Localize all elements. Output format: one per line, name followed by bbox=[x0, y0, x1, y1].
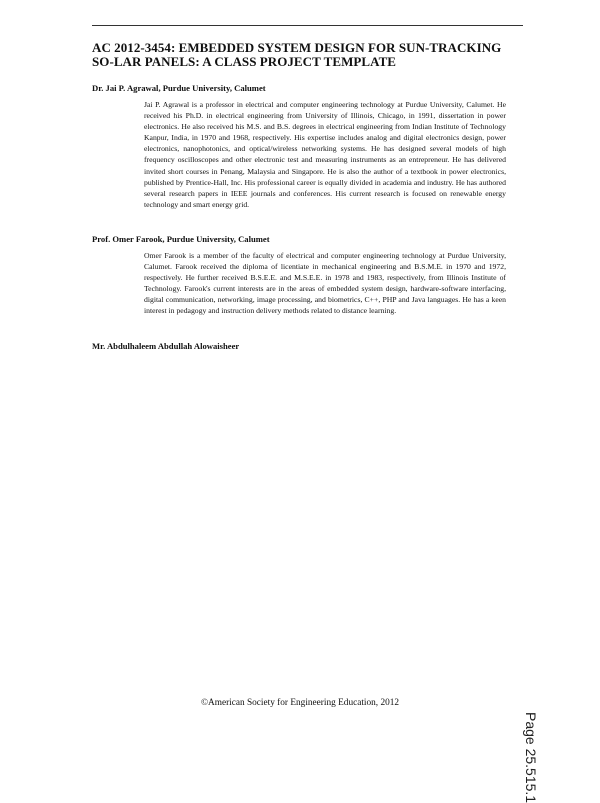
copyright-footer: ©American Society for Engineering Education, 2012 bbox=[200, 698, 400, 708]
author-heading-agrawal: Dr. Jai P. Agrawal, Purdue University, Calumet bbox=[92, 83, 266, 93]
paper-title: AC 2012-3454: EMBEDDED SYSTEM DESIGN FOR SUN-TRACKING SO-LAR PANELS: A CLASS PROJECT TEMPLATE bbox=[92, 40, 502, 69]
author-heading-farook: Prof. Omer Farook, Purdue University, Calumet bbox=[92, 234, 270, 244]
author-bio-farook: Omer Farook is a member of the faculty of electrical and computer engineering technology at Purdue University, Calumet. Farook received the diploma of licentiate in mechanical engineering and B.S.M.E. in 1970 and 1972, respectively. He further received B.S.E.E. and M.S.E.E. in 1978 and 1983, respectively, from Illinois Institute of Technology. Farook's current interests are in the areas of embedded system design, hardware-software interfacing, digital communication, networking, image processing, and biometrics, C++, PHP and Java languages. He has a keen interest in pedagogy and instruction delivery methods related to distance learning. bbox=[144, 251, 506, 316]
top-rule bbox=[92, 25, 523, 26]
author-bio-agrawal: Jai P. Agrawal is a professor in electrical and computer engineering technology at Purdue University, Calumet. He received his Ph.D. in electrical engineering from University of Illinois, Chicago, in 1991, dissertation in power electronics. He also received his M.S. and B.S. degrees in electrical engineering from Indian Institute of Technology Kanpur, India, in 1970 and 1968, respectively. His expertise includes analog and digital electronics design, power electronics, nanophotonics, and optical/wireless networking systems. He has designed several models of high frequency oscilloscopes and other electronic test and measuring instruments as an entrepreneur. He has delivered invited short courses in Penang, Malaysia and Singapore. He is also the author of a textbook in power electronics, published by Prentice-Hall, Inc. His professional career is equally divided in academia and industry. He has authored several research papers in IEEE journals and conferences. His current research is focused on renewable energy technology and smart energy grid. bbox=[144, 100, 506, 209]
author-heading-alowaisheer: Mr. Abdulhaleem Abdullah Alowaisheer bbox=[92, 341, 240, 351]
page-number-stamp: Page 25.515.1 bbox=[523, 712, 539, 803]
